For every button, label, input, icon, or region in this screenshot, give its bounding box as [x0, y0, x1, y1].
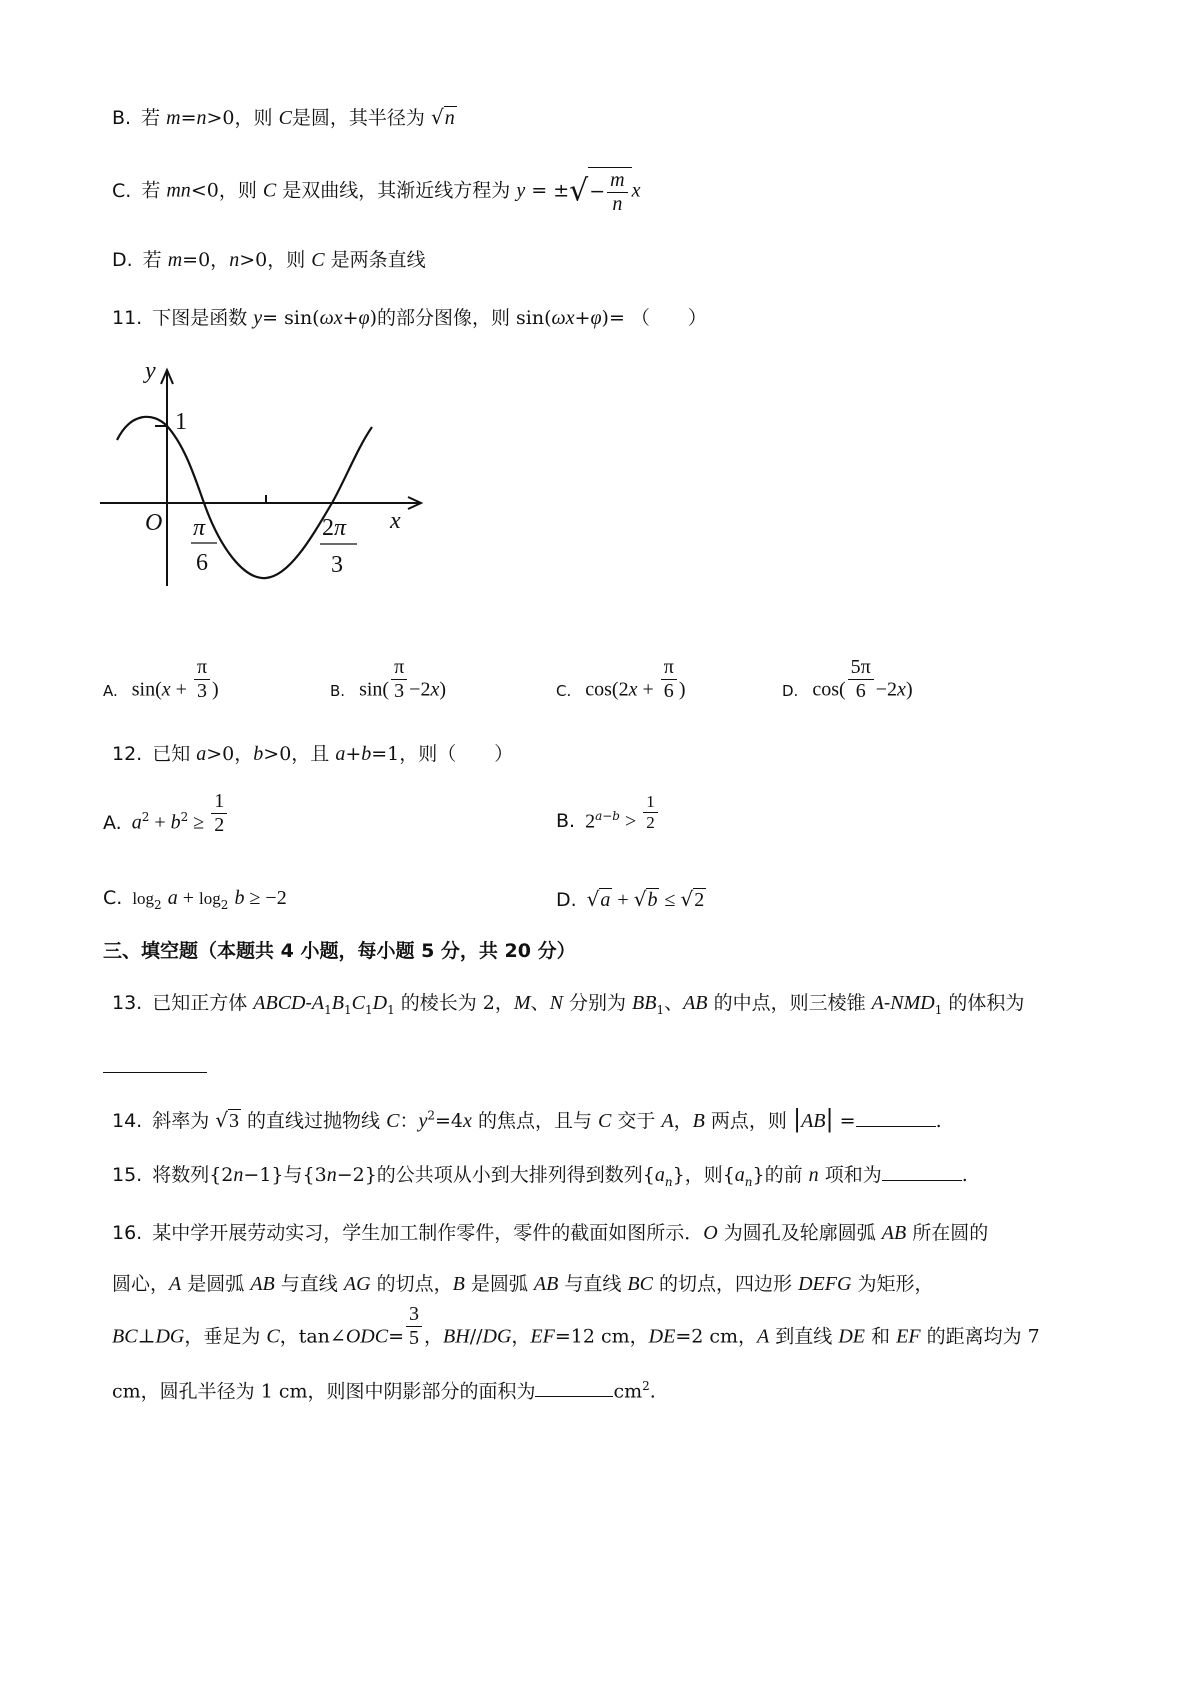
- q11-option-b: B. sin( $\frac{\pi}{3}$ −2x): [330, 656, 447, 702]
- q16-line-3: BC⊥DG，垂足为 C，tan∠ODC= $\frac{3}{5}$ ，BH//DG，EF=12 cm，DE=2 cm，A 到直线 DE 和 EF 的距离均为 7: [112, 1303, 1040, 1349]
- q16-line-2: 圆心，A 是圆弧 AB 与直线 AG 的切点，B 是圆弧 AB 与直线 BC 的切点，四边形 DEFG 为矩形，: [112, 1273, 934, 1295]
- x-tick-label-6: 6: [196, 550, 208, 576]
- q15-answer-blank[interactable]: [882, 1180, 962, 1181]
- x-tick-label-3: 3: [331, 552, 343, 578]
- q10-option-c: C. 若 mn<0，则 C 是双曲线，其渐近线方程为 y = ±√− $\frac{m}{n}$ x: [112, 169, 641, 215]
- q13-text: 13. 已知正方体 ABCD-$A_1B_1C_1D_1$ 的棱长为 2，M、N 分别为 $BB_1$、AB 的中点，则三棱锥 $A-NMD_1$ 的体积为: [112, 992, 1025, 1017]
- x-axis-label: x: [390, 508, 401, 534]
- q14-text: 14. 斜率为 √3 的直线过抛物线 C：$y^2=4x$ 的焦点，且与 C 交于 A，B 两点，则 |AB| = .: [112, 1105, 942, 1133]
- q16-line-1: 16. 某中学开展劳动实习，学生加工制作零件，零件的截面如图所示．O 为圆孔及轮廓圆弧 AB 所在圆的: [112, 1222, 989, 1244]
- q11-option-d: D. cos( $\frac{5\pi}{6}$ −2x): [782, 656, 913, 702]
- x-tick-label-2pi: 2π: [322, 515, 347, 541]
- q15-text: 15. 将数列{2n−1}与{3n−2}的公共项从小到大排列得到数列$\{a_n\}$，则$\{a_n\}$的前 n 项和为 .: [112, 1164, 968, 1189]
- q13-answer-blank[interactable]: [103, 1072, 207, 1073]
- q10-option-b: B. 若 m=n>0，则 C是圆，其半径为 √n: [112, 105, 455, 129]
- q16-line-4: cm，圆孔半径为 1 cm，则图中阴影部分的面积为 $cm^2$.: [112, 1379, 656, 1403]
- q12-option-d: D. √a + √b ≤ √2: [556, 887, 705, 911]
- x-tick-label-pi: π: [193, 515, 206, 541]
- q11-function-graph: [95, 350, 435, 595]
- origin-label: O: [145, 510, 163, 536]
- q12-stem: 12. 已知 a>0，b>0，且 a+b=1，则（ ）: [112, 743, 514, 765]
- y-axis-label: y: [145, 358, 156, 384]
- section-3-heading: 三、填空题（本题共 4 小题，每小题 5 分，共 20 分）: [103, 940, 576, 962]
- q11-option-c: C. cos(2x + $\frac{\pi}{6}$ ): [556, 656, 686, 702]
- q16-answer-blank[interactable]: [535, 1396, 613, 1397]
- y-tick-label: 1: [175, 409, 187, 435]
- q11-stem: 11. 下图是函数 y= sin(ωx+φ)的部分图像，则 sin(ωx+φ)= （ ）: [112, 307, 707, 329]
- q11-option-a: A. sin(x + $\frac{\pi}{3}$ ): [103, 656, 219, 702]
- q12-option-b: B. $2^{a-b}$ > $\frac{1}{2}$: [556, 810, 660, 832]
- q12-option-a: A. $a^2 + b^2$ ≥ $\frac{1}{2}$: [103, 810, 229, 837]
- q10-option-d: D. 若 m=0，n>0，则 C 是两条直线: [112, 249, 426, 271]
- q14-answer-blank[interactable]: [856, 1126, 936, 1127]
- q12-option-c: C. $\log_2 a + \log_2 b \ge -2$: [103, 887, 287, 912]
